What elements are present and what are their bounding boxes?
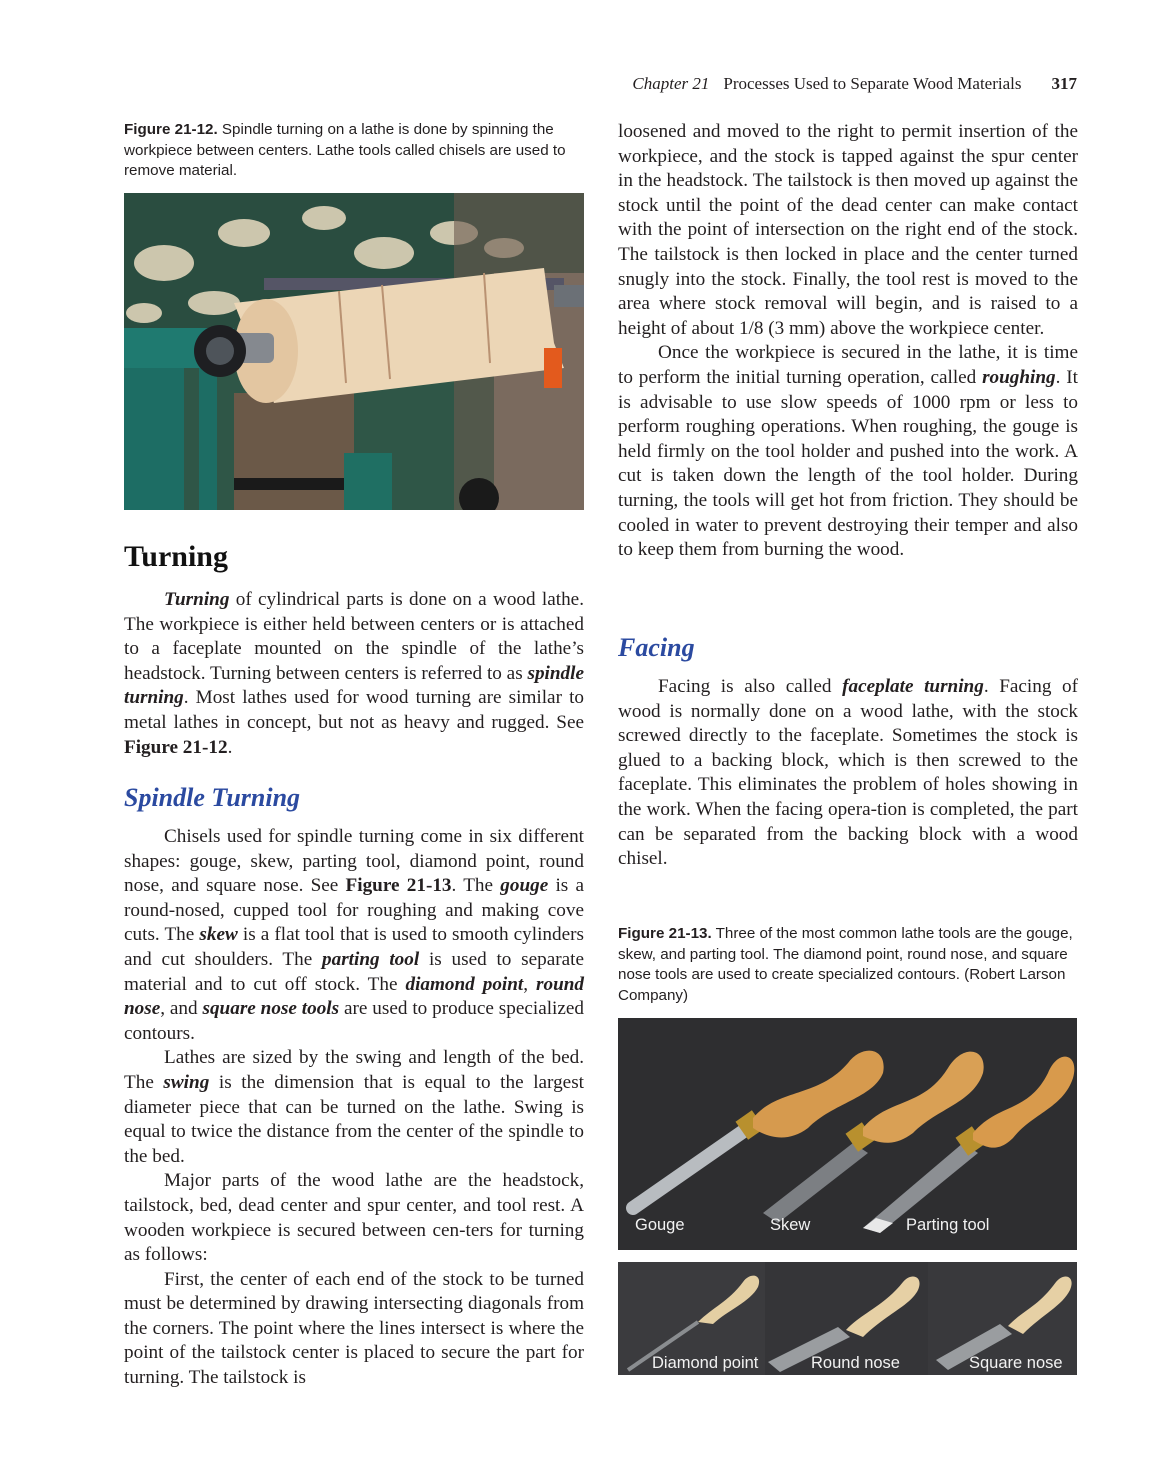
term-gouge: gouge	[500, 875, 549, 897]
text: Facing is also called	[658, 676, 843, 697]
text: . The	[451, 875, 501, 897]
running-head	[560, 74, 1077, 94]
figure-ref-21-12[interactable]: Figure 21-12	[124, 736, 228, 758]
figure-21-12-caption	[124, 120, 584, 182]
lathe-tools-photo-top	[618, 1018, 1077, 1250]
text: . It is advisable to use slow speeds of 1000 rpm or less to perform roughing operations. When roughing, the gouge is held firmly on the tool holder and pushed into the work. A cut is taken down the length of the tool holder. During turning, the tools will get hot from friction. They should be cooled in water to prevent destroying their temper and also to keep them from burning the wood.	[618, 366, 1078, 561]
text: are used to produce specialized contours.	[124, 998, 585, 1044]
term-spindle-turning: spindle turning	[124, 662, 584, 709]
text: . Most lathes used for wood turning are similar to metal lathes in concept, but not as heavy and rugged. See	[124, 687, 584, 733]
term-faceplate-turning: faceplate turning	[842, 676, 984, 697]
text: is the dimension that is equal to the largest diameter piece that can be turned on the lathe. Swing is equal to twice the distance from the center of the spindle to the bed.	[124, 1071, 584, 1167]
term-skew: skew	[199, 924, 238, 946]
figure-label: Figure 21-13.	[618, 925, 712, 942]
right-column-text	[618, 120, 1078, 563]
term-square-nose-tools: square nose tools	[202, 998, 340, 1020]
paragraph-first: First, the center of each end of the stock to be turned must be determined by drawing intersecting diagonals from the corners. The point where the lines intersect is where the point of the tailstock center is placed to secure the part for turning. The tailstock is	[124, 1268, 584, 1389]
label-round-nose: Round nose	[811, 1354, 900, 1372]
label-parting-tool: Parting tool	[906, 1216, 990, 1234]
text: is used to separate material and to cut off stock. The	[124, 948, 584, 995]
heading-turning: Turning	[124, 540, 228, 573]
paragraph-roughing	[618, 341, 1078, 562]
figure-label: Figure 21-12.	[124, 121, 218, 138]
spindle-turning-image-icon	[124, 193, 584, 510]
label-diamond-point: Diamond point	[652, 1354, 759, 1372]
paragraph-continued: loosened and moved to the right to permit insertion of the workpiece, and the stock is tapped against the spur center in the headstock. The tailstock is then moved up against the stock until the point of the dead center can make contact with the point of intersection on the right end of the stock. The tailstock is then locked in place and the center turned snugly into the stock. Finally, the tool rest is moved to the area where stock removal will begin, and is raised to a height of about 1/8 (3 mm) above the workpiece center.	[618, 121, 1078, 339]
label-skew: Skew	[770, 1216, 811, 1234]
section-facing	[618, 633, 1078, 872]
text: Chisels used for spindle turning come in six different shapes: gouge, skew, parting tool, diamond point, round nose, and square nose. See	[124, 826, 584, 897]
caption-text: Spindle turning on a lathe is done by spinning the workpiece between centers. Lathe tools called chisels are used to remove material.	[124, 121, 566, 179]
text: of cylindrical parts is done on a wood lathe. The workpiece is either held between centers or is attached to a faceplate mounted on the spindle of the lathe’s headstock. Turning between centers is referred to as	[124, 589, 584, 684]
chapter-title: Processes Used to Separate Wood Materials	[723, 74, 1022, 93]
page-number: 317	[1051, 74, 1077, 93]
text: is a round-nosed, cupped tool for roughing and making cove cuts. The	[124, 875, 584, 946]
text: is a flat tool that is used to smooth cylinders and cut shoulders. The	[124, 924, 584, 970]
term-diamond-point: diamond point	[405, 973, 524, 995]
lathe-photo	[124, 193, 584, 510]
text: Lathes are sized by the swing and length of the bed. The	[124, 1047, 584, 1093]
text: Once the workpiece is secured in the lathe, it is time to perform the initial turning operation, called	[618, 342, 1078, 388]
term-turning: Turning	[164, 589, 230, 610]
heading-facing: Facing	[618, 633, 695, 662]
chapter-label: Chapter 21	[632, 74, 710, 93]
text: . Facing of wood is normally done on a wood lathe, with the stock screwed directly to the faceplate. Sometimes the stock is glued to a backing block, which is then screwed to the faceplate. This eliminates the problem of holes showing in the work. When the facing opera-tion is completed, the part can be separated from the backing block with a wood chisel.	[618, 676, 1078, 870]
figure-ref-21-13[interactable]: Figure 21-13	[345, 875, 452, 897]
paragraph-facing	[618, 675, 1078, 872]
figure-21-13-caption	[618, 924, 1078, 1006]
label-gouge: Gouge	[635, 1216, 685, 1234]
term-swing: swing	[163, 1071, 210, 1093]
text: ,	[523, 973, 537, 995]
paragraph-swing	[124, 1046, 584, 1169]
section-turning	[124, 540, 584, 760]
text: .	[227, 736, 233, 758]
heading-spindle-turning: Spindle Turning	[124, 783, 301, 812]
section-spindle-turning	[124, 783, 584, 1391]
caption-text: Three of the most common lathe tools are the gouge, skew, and parting tool. The diamond point, round nose, and square nose tools are used to create specialized contours. (Robert Larson Company)	[618, 925, 1073, 1004]
lathe-tools-image-icon	[618, 1018, 1077, 1250]
label-square-nose: Square nose	[969, 1354, 1063, 1372]
paragraph-chisels	[124, 825, 584, 1046]
paragraph-major-parts: Major parts of the wood lathe are the headstock, tailstock, bed, dead center and spur center, and tool rest. A wooden workpiece is secured between cen-ters for turning as follows:	[124, 1170, 584, 1266]
term-parting-tool: parting tool	[322, 948, 420, 970]
term-roughing: roughing	[982, 366, 1056, 388]
paragraph-turning	[124, 588, 584, 760]
lathe-tools-photo-bottom	[618, 1262, 1077, 1375]
term-round-nose: round nose	[124, 973, 585, 1020]
text: , and	[160, 998, 203, 1020]
